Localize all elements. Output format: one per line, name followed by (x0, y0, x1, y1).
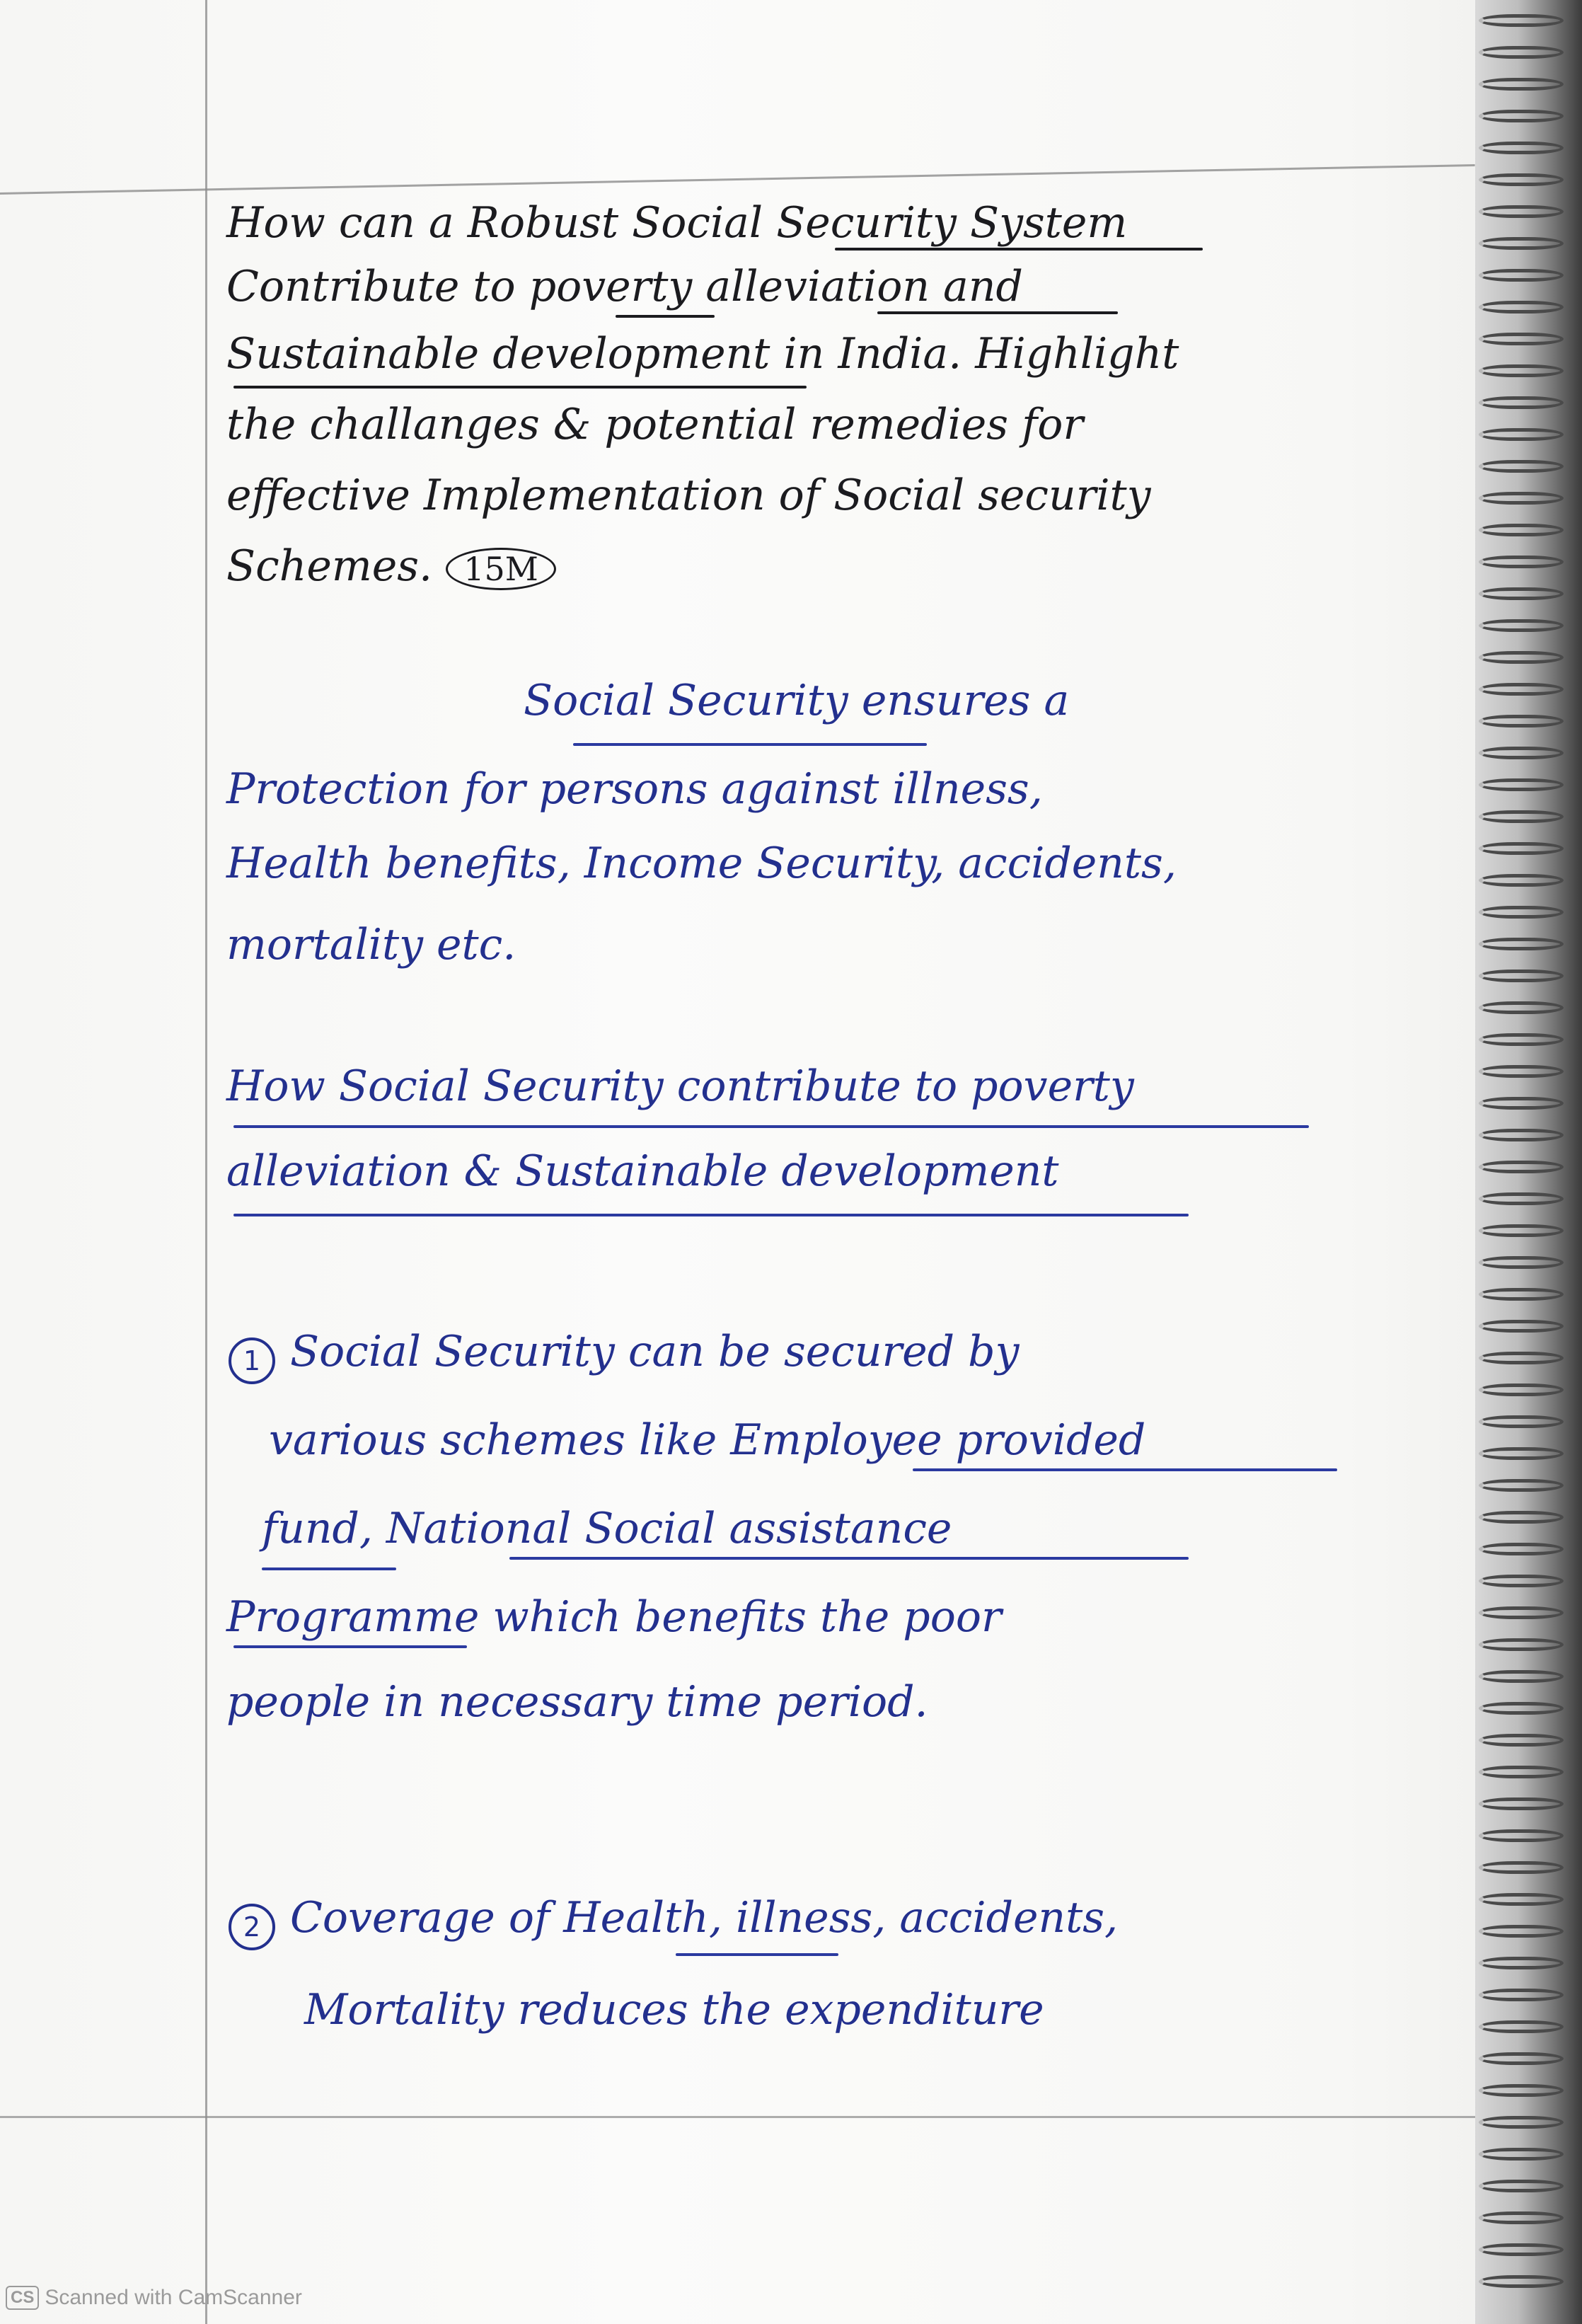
underline-fund (262, 1567, 396, 1570)
spiral-coil (1479, 747, 1564, 759)
spiral-coil (1479, 301, 1564, 313)
underline-health (676, 1953, 838, 1956)
spiral-coil (1479, 842, 1564, 855)
question-line-4: the challanges & potential remedies for (226, 400, 1084, 449)
underline-social-security (573, 743, 927, 746)
spiral-coil (1479, 492, 1564, 505)
spiral-coil (1479, 1543, 1564, 1555)
marks-badge: 15M (446, 548, 556, 590)
spiral-coil (1479, 651, 1564, 664)
spiral-coil (1479, 237, 1564, 250)
spiral-coil (1479, 1511, 1564, 1524)
spiral-coil (1479, 1766, 1564, 1778)
spiral-coil (1479, 938, 1564, 950)
spiral-coil (1479, 2180, 1564, 2192)
spiral-coil (1479, 906, 1564, 919)
spiral-coil (1479, 2211, 1564, 2224)
spiral-coil (1479, 205, 1564, 218)
margin-line (205, 0, 207, 2324)
heading-line-1: How Social Security contribute to poverty (226, 1062, 1134, 1111)
spiral-coil (1479, 1575, 1564, 1587)
spiral-coil (1479, 1606, 1564, 1619)
spiral-coil (1479, 1384, 1564, 1396)
spiral-coil (1479, 1734, 1564, 1747)
point-2-number: 2 (229, 1904, 275, 1950)
question-line-5: effective Implementation of Social security (226, 471, 1151, 520)
underline-national-social-assistance (509, 1557, 1189, 1560)
intro-line-2: Protection for persons against illness, (226, 764, 1043, 814)
camscanner-text: Scanned with CamScanner (45, 2286, 302, 2309)
spiral-coil (1479, 1288, 1564, 1301)
question-line-6-text: Schemes. (226, 541, 433, 591)
spiral-coil (1479, 78, 1564, 91)
question-line-6 (226, 541, 1387, 591)
spiral-coil (1479, 1925, 1564, 1938)
spiral-coil (1479, 333, 1564, 345)
spiral-coil (1479, 2243, 1564, 2256)
spiral-coil (1479, 460, 1564, 473)
spiral-coil (1479, 428, 1564, 441)
underline-programme (233, 1645, 467, 1648)
spiral-coil (1479, 1033, 1564, 1046)
point-1-number: 1 (229, 1338, 275, 1384)
spiral-coil (1479, 1797, 1564, 1810)
point-1-line-3: fund, National Social assistance (262, 1504, 952, 1553)
spiral-coil (1479, 14, 1564, 27)
point-2-line-2: Mortality reduces the expenditure (304, 1985, 1044, 2035)
underline-alleviation (877, 311, 1118, 314)
spiral-coil (1479, 396, 1564, 409)
spiral-coil (1479, 1989, 1564, 2001)
spiral-coil (1479, 619, 1564, 632)
heading-underline-1 (233, 1125, 1309, 1128)
spiral-coil (1479, 874, 1564, 887)
spiral-coil (1479, 2148, 1564, 2161)
spiral-coil (1479, 1097, 1564, 1110)
intro-line-4: mortality etc. (226, 920, 516, 970)
spiral-coil (1479, 1638, 1564, 1651)
spiral-coil (1479, 2116, 1564, 2129)
spiral-coil (1479, 46, 1564, 59)
spiral-coil (1479, 810, 1564, 823)
point-2-line-1: Coverage of Health, illness, accidents, (290, 1893, 1119, 1943)
spiral-coil (1479, 1447, 1564, 1460)
question-line-2: Contribute to poverty alleviation and (226, 262, 1023, 311)
spiral-coil (1479, 524, 1564, 536)
spiral-coil (1479, 1320, 1564, 1333)
camscanner-watermark (6, 2286, 302, 2310)
spiral-coil (1479, 1893, 1564, 1906)
spiral-coil (1479, 1224, 1564, 1237)
spiral-coil (1479, 2275, 1564, 2288)
bottom-rule-line (0, 2116, 1475, 2118)
underline-poverty (616, 315, 715, 318)
underline-employee-provided (913, 1468, 1337, 1471)
spiral-coil (1479, 587, 1564, 600)
top-rule-line (0, 164, 1475, 195)
question-line-3: Sustainable development in India. Highlight (226, 329, 1179, 379)
intro-line-3: Health benefits, Income Security, accidents, (226, 839, 1177, 888)
spiral-coil (1479, 2020, 1564, 2033)
heading-underline-2 (233, 1214, 1189, 1216)
spiral-coil (1479, 1702, 1564, 1715)
spiral-coil (1479, 1256, 1564, 1269)
spiral-coil (1479, 1479, 1564, 1492)
spiral-coil (1479, 1129, 1564, 1141)
spiral-coil (1479, 778, 1564, 791)
heading-line-2: alleviation & Sustainable development (226, 1146, 1059, 1196)
spiral-coil (1479, 1161, 1564, 1173)
spiral-coil (1479, 1957, 1564, 1969)
spiral-coil (1479, 2052, 1564, 2065)
spiral-coil (1479, 1670, 1564, 1683)
spiral-coil (1479, 1065, 1564, 1078)
spiral-coil (1479, 110, 1564, 122)
point-1-line-5: people in necessary time period. (226, 1677, 928, 1727)
spiral-coil (1479, 1861, 1564, 1874)
spiral-coil (1479, 970, 1564, 982)
spiral-coil (1479, 556, 1564, 568)
spiral-coil (1479, 269, 1564, 282)
spiral-coil (1479, 1001, 1564, 1014)
point-1-line-1: Social Security can be secured by (290, 1327, 1020, 1376)
camscanner-logo-icon: CS (6, 2286, 39, 2310)
spiral-coil (1479, 364, 1564, 377)
spiral-coil (1479, 142, 1564, 154)
point-1-line-2: various schemes like Employee provided (269, 1415, 1146, 1465)
spiral-coil (1479, 1829, 1564, 1842)
intro-line-1: Social Security ensures a (524, 676, 1070, 725)
spiral-coil (1479, 1352, 1564, 1364)
spiral-coil (1479, 173, 1564, 186)
underline-sustainable-development (233, 386, 807, 389)
point-1-line-4: Programme which benefits the poor (226, 1592, 1002, 1642)
underline-social-security-system (835, 248, 1203, 251)
spiral-coil (1479, 1415, 1564, 1428)
spiral-coil (1479, 2084, 1564, 2097)
spiral-coil (1479, 1192, 1564, 1205)
question-line-1: How can a Robust Social Security System (226, 198, 1128, 248)
